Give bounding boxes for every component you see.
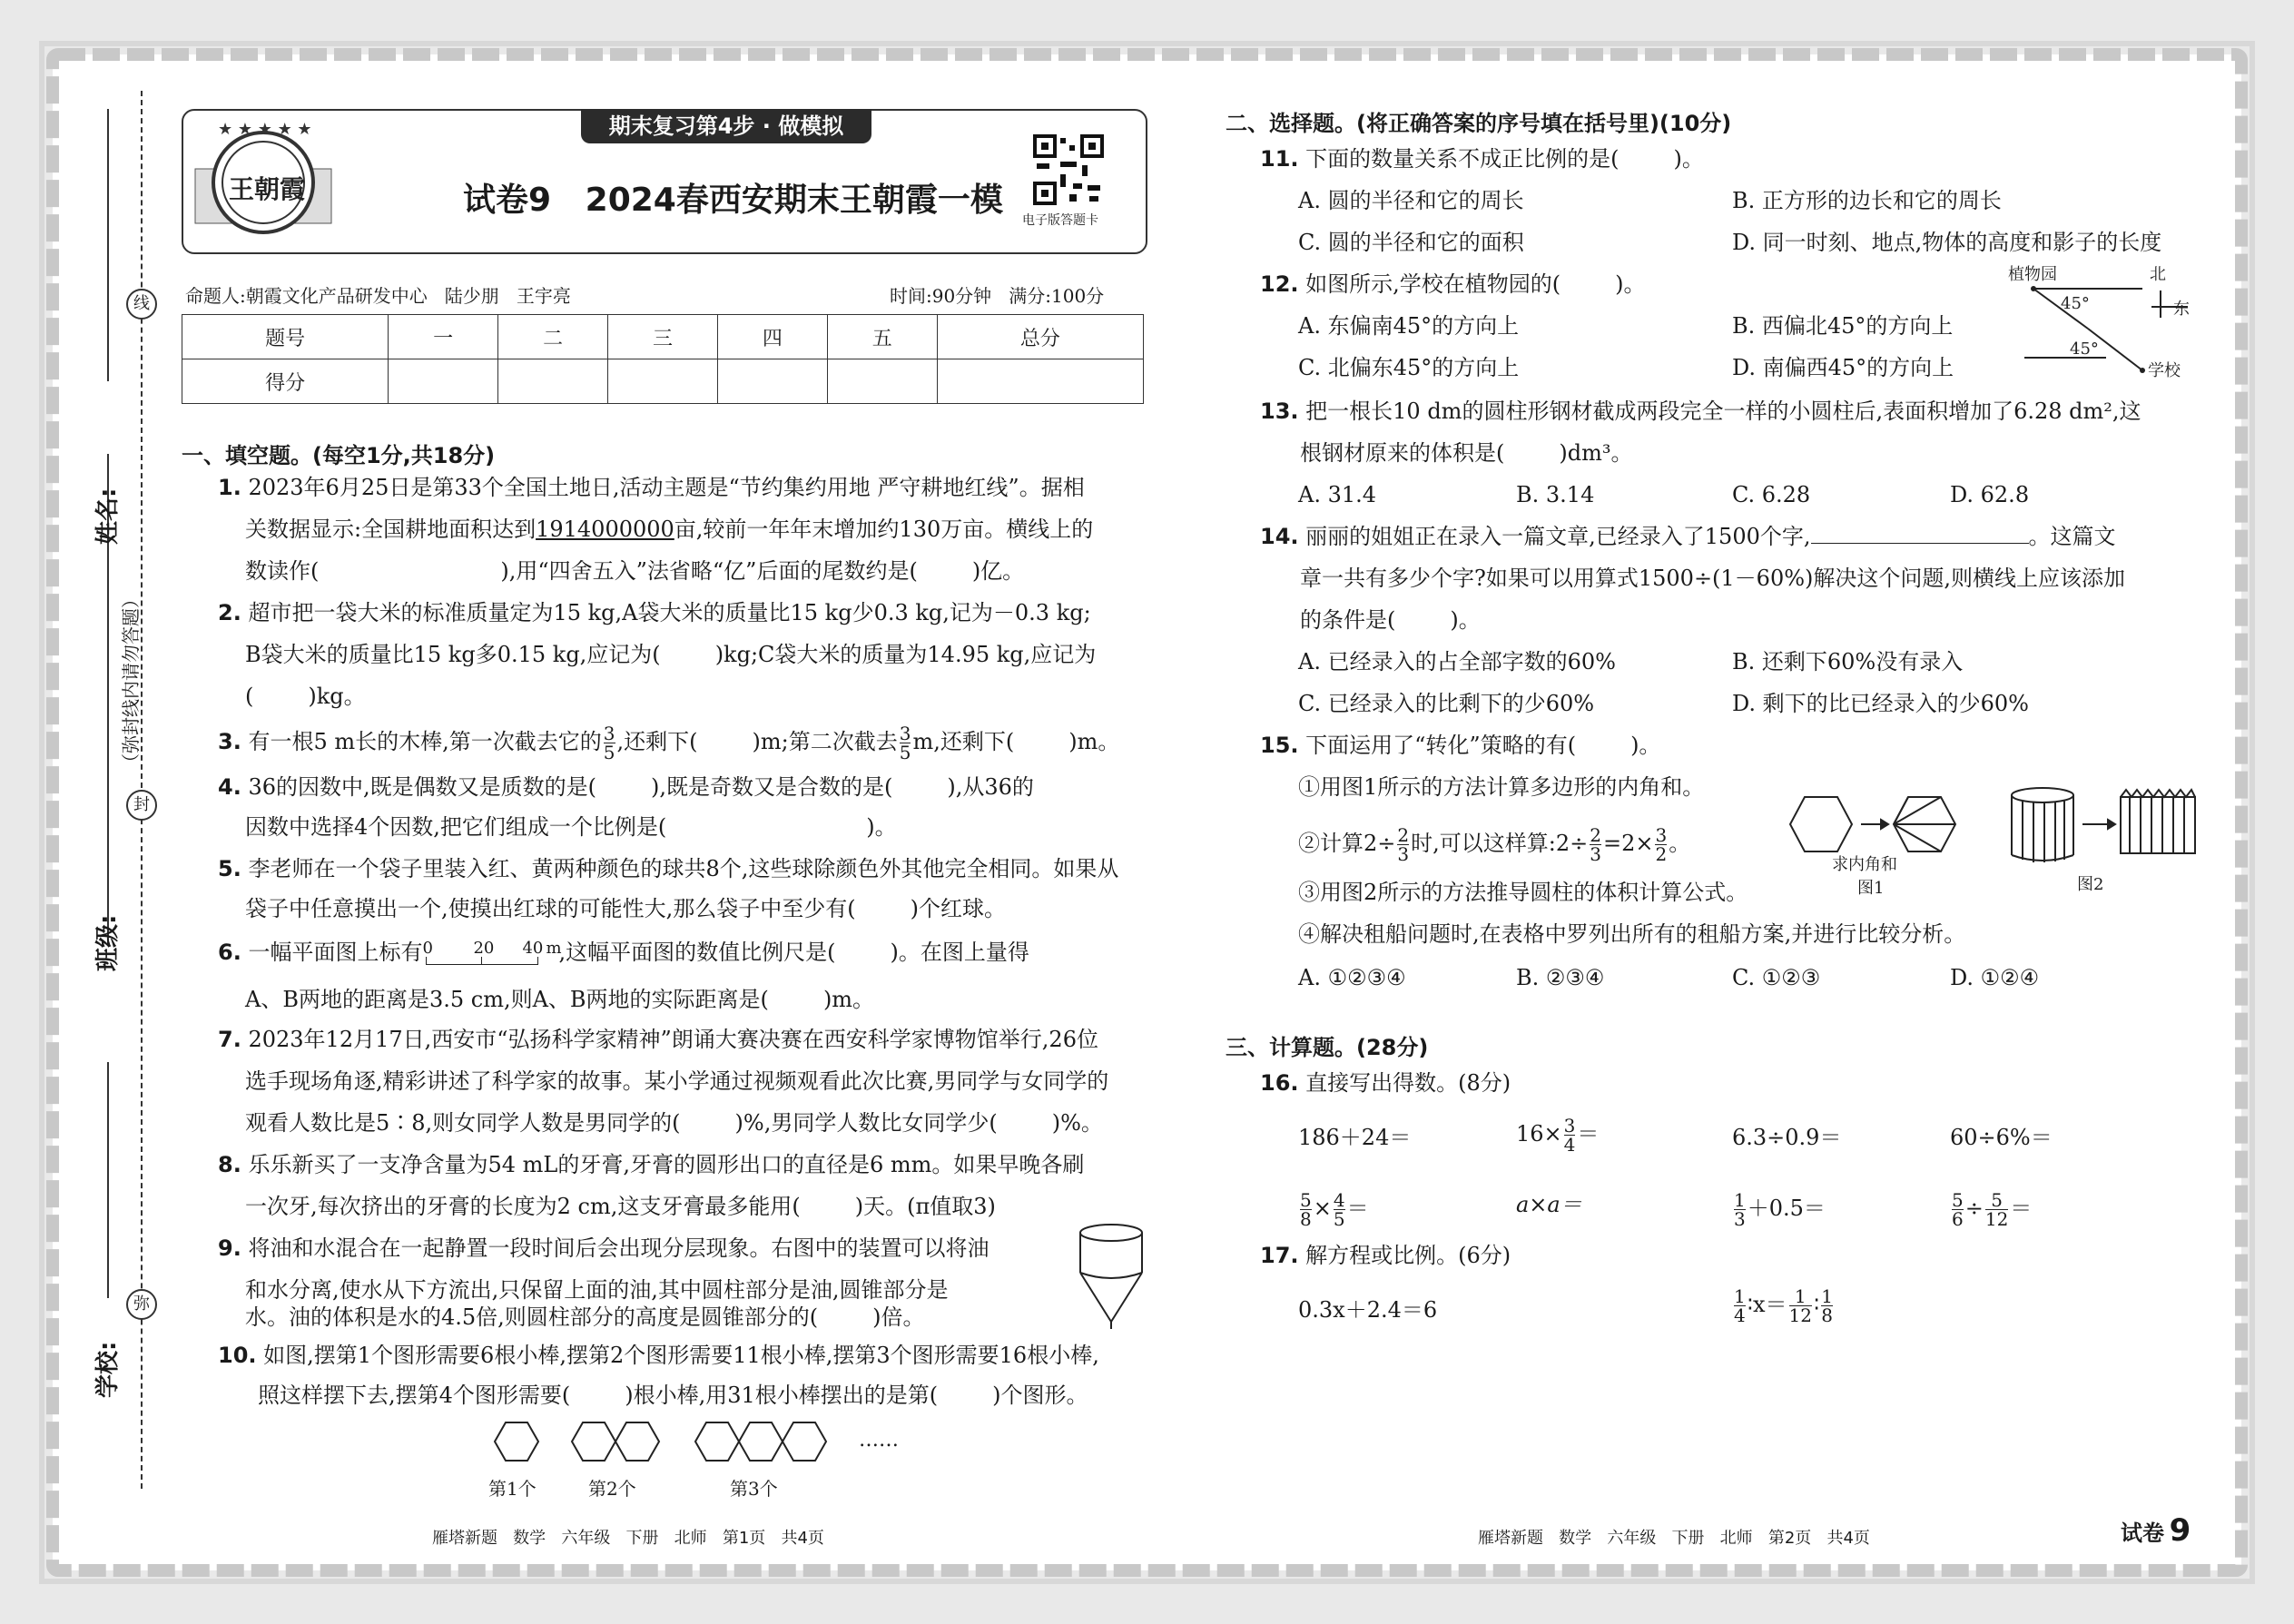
q16 [1260, 1069, 1511, 1097]
q8-text: 一次牙,每次挤出的牙膏的长度为2 cm,这支牙膏最多能用( [245, 1194, 801, 1219]
q13-num: 13. [1260, 399, 1299, 424]
q13-opt-a[interactable]: A. 31.4 [1298, 482, 1377, 507]
q6-text: )。在图上量得 [890, 940, 1029, 965]
svg-text:★ ★ ★ ★ ★: ★ ★ ★ ★ ★ [218, 120, 312, 139]
exam-time: 时间:90分钟 满分:100分 [890, 285, 1105, 307]
q14 [1260, 523, 2116, 550]
q13-opt-c[interactable]: C. 6.28 [1732, 482, 1811, 507]
q14-text: 章一共有多少个字?如果可以用算式1500÷(1－60%)解决这个问题,则横线上应该添加 [1300, 566, 2126, 591]
q7-text: 2023年12月17日,西安市“弘扬科学家精神”朗诵大赛决赛在西安科学家博物馆举行,26位 [248, 1027, 1098, 1052]
q14-text: )。 [1450, 607, 1481, 633]
score-header: 题号 [182, 315, 389, 359]
q14-line3 [1300, 606, 1481, 634]
fig-label-garden: 植物园 [2008, 265, 2057, 284]
q11 [1260, 145, 1704, 172]
scale-bar: 0 20 40 m [422, 940, 558, 968]
fraction: $\frac{1}{8}$ [1821, 1285, 1833, 1326]
q5-text: )个红球。 [910, 896, 1006, 921]
q15-item4: ④解决租船问题时,在表格中罗列出所有的租船方案,并进行比较分析。 [1298, 921, 1966, 947]
q8-line2 [245, 1193, 996, 1220]
fig-label-north: 北 [2150, 265, 2166, 284]
calc-2: 16× $\frac{3}{4}$ ＝ [1516, 1115, 1600, 1156]
q1-num: 1. [218, 475, 241, 500]
q2-text: ( [245, 684, 254, 709]
q14-text: 。这篇文 [2028, 524, 2116, 549]
q3 [218, 724, 1119, 762]
school-label: 学校: [94, 1341, 122, 1398]
q15-item2 [1298, 826, 1690, 863]
q12-num: 12. [1260, 271, 1299, 297]
calc-6: a×a＝ [1516, 1192, 1582, 1217]
section-2-title: 二、选择题。(将正确答案的序号填在括号里)(10分) [1226, 111, 1732, 136]
q17 [1260, 1242, 1511, 1269]
q4-line2 [245, 813, 897, 841]
direction-diagram [1997, 263, 2197, 381]
q7-text: )%。 [1051, 1110, 1103, 1136]
q7 [218, 1026, 1098, 1053]
q12-opt-a[interactable]: A. 东偏南45°的方向上 [1298, 313, 1520, 339]
q1-text: ),用“四舍五入”法省略“亿”后面的尾数约是( [500, 558, 918, 584]
q10-text: 如图,摆第1个图形需要6根小棒,摆第2个图形需要11根小棒,摆第3个图形需要16根小棒, [263, 1343, 1099, 1368]
q3-text: )m;第二次截去 [752, 729, 898, 754]
q10-text: )个图形。 [992, 1383, 1088, 1408]
score-cell[interactable] [498, 359, 608, 404]
q1 [218, 474, 1085, 501]
q9 [218, 1235, 989, 1262]
q3-num: 3. [218, 729, 241, 754]
q5-num: 5. [218, 856, 241, 881]
q6-text: A、B两地的距离是3.5 cm,则A、B两地的实际距离是( [245, 987, 769, 1012]
exam-author: 命题人:朝霞文化产品研发中心 陆少朋 王宇亮 [185, 285, 571, 307]
calc-5: $\frac{5}{8}$ × $\frac{4}{5}$ ＝ [1300, 1189, 1369, 1230]
fig-label-east: 东 [2173, 300, 2190, 319]
q7-text: 选手现场角逐,精彩讲述了科学家的故事。某小学通过视频观看此次比赛,男同学与女同学的 [245, 1068, 1109, 1094]
q3-text: )m。 [1068, 729, 1120, 754]
q1-text: 数读作( [245, 558, 320, 584]
q10-line2 [258, 1382, 1088, 1409]
logo-text: 王朝霞 [229, 174, 306, 204]
q6-line2 [245, 986, 874, 1013]
fig-label-3: 第3个 [730, 1478, 778, 1500]
q12-opt-d[interactable]: D. 南偏西45°的方向上 [1732, 355, 1954, 380]
section-1-title: 一、填空题。(每空1分,共18分) [182, 443, 496, 468]
q11-num: 11. [1260, 146, 1299, 172]
q15-text: 下面运用了“转化”策略的有( [1305, 733, 1577, 758]
q2-line2 [245, 641, 1096, 668]
fraction: $\frac{5}{6}$ [1952, 1189, 1964, 1230]
q4-text: 因数中选择4个因数,把它们组成一个比例是( [245, 814, 667, 840]
calc-7: $\frac{1}{3}$ ＋0.5＝ [1734, 1189, 1826, 1230]
q11-opt-c[interactable]: C. 圆的半径和它的面积 [1298, 230, 1524, 255]
fraction: $\frac{4}{5}$ [1333, 1189, 1345, 1230]
calc-8: $\frac{5}{6}$ ÷ $\frac{5}{12}$ ＝ [1952, 1189, 2033, 1230]
q14-text: 丽丽的姐姐正在录入一篇文章,已经录入了1500个字, [1305, 524, 1811, 549]
fraction: $\frac{3}{2}$ [1655, 824, 1668, 865]
score-header: 五 [827, 315, 937, 359]
name-line [107, 109, 109, 381]
q6-text: )m。 [822, 987, 875, 1012]
q15-opt-c[interactable]: C. ①②③ [1732, 965, 1821, 990]
fig-ellipsis: …… [859, 1429, 899, 1452]
q13-text: 根钢材原来的体积是( [1300, 440, 1505, 466]
q7-line3 [245, 1109, 1103, 1137]
fraction: $\frac{1}{4}$ [1734, 1285, 1746, 1326]
logo-seal [191, 114, 336, 246]
fig-label-angle-bottom: 45° [2070, 340, 2099, 359]
fraction: $\frac{3}{5}$ [603, 723, 615, 763]
fig1-caption: 求内角和 [1832, 855, 1897, 874]
q17-num: 17. [1260, 1243, 1299, 1268]
q12-text: )。 [1615, 271, 1646, 297]
q15-text: 。 [1669, 831, 1691, 856]
equation-1: 0.3x＋2.4＝6 [1298, 1297, 1438, 1323]
score-table [182, 314, 1144, 404]
q15-item1: ①用图1所示的方法计算多边形的内角和。 [1298, 774, 1705, 800]
q1-text: )亿。 [971, 558, 1025, 584]
q2-text: B袋大米的质量比15 kg多0.15 kg,应记为( [245, 642, 661, 667]
q9-num: 9. [218, 1235, 241, 1261]
q5-text: 李老师在一个袋子里装入红、黄两种颜色的球共8个,这些球除颜色外其他完全相同。如果从 [248, 856, 1119, 881]
q11-opt-b[interactable]: B. 正方形的边长和它的周长 [1732, 188, 2002, 213]
q6-text: 一幅平面图上标有 [248, 940, 423, 965]
fraction: $\frac{1}{12}$ [1788, 1285, 1812, 1326]
q5 [218, 855, 1118, 882]
school-line [107, 1062, 109, 1298]
q11-opt-a[interactable]: A. 圆的半径和它的周长 [1298, 188, 1524, 213]
seal-seal-char: 封 [126, 790, 157, 821]
q15-text: =2× [1602, 831, 1654, 856]
seal-mi-char: 弥 [126, 1289, 157, 1320]
q4-num: 4. [218, 774, 241, 800]
q13 [1260, 398, 2141, 425]
q1-line2 [245, 516, 1093, 543]
q3-text: m,还剩下( [912, 729, 1015, 754]
q14-opt-b[interactable]: B. 还剩下60%没有录入 [1732, 649, 1964, 674]
section-3-title: 三、计算题。(28分) [1226, 1035, 1429, 1060]
q13-opt-b[interactable]: B. 3.14 [1516, 482, 1595, 507]
q14-text: 的条件是( [1300, 607, 1396, 633]
q16-text: 直接写出得数。(8分) [1305, 1070, 1511, 1096]
q15-num: 15. [1260, 733, 1299, 758]
q9-text: 和水分离,使水从下方流出,只保留上面的油,其中圆柱部分是油,圆锥部分是 [245, 1277, 949, 1303]
fig-label-2: 第2个 [588, 1478, 636, 1500]
q2 [218, 599, 1091, 626]
fig2-label: 图2 [2077, 875, 2104, 894]
fraction: $\frac{1}{3}$ [1734, 1189, 1746, 1230]
score-header: 一 [389, 315, 498, 359]
q6-num: 6. [218, 940, 241, 965]
score-row-label: 得分 [182, 359, 389, 404]
q9-line3 [245, 1304, 925, 1331]
q15-opt-d[interactable]: D. ①②④ [1950, 965, 2040, 990]
q15-text: ②计算2÷ [1298, 831, 1396, 856]
q7-text: )%,男同学人数比女同学少( [734, 1110, 998, 1136]
q8 [218, 1151, 1084, 1178]
q9-text: 将油和水混合在一起静置一段时间后会出现分层现象。右图中的装置可以将油 [248, 1235, 989, 1261]
q5-text: 袋子中任意摸出一个,使摸出红球的可能性大,那么袋子中至少有( [245, 896, 856, 921]
q15 [1260, 732, 1660, 759]
footer-paper-label [2121, 1512, 2191, 1549]
q2-num: 2. [218, 600, 241, 625]
name-label: 姓名: [94, 487, 122, 545]
score-header: 三 [608, 315, 718, 359]
q16-num: 16. [1260, 1070, 1299, 1096]
score-header: 四 [717, 315, 827, 359]
fig-label-1: 第1个 [488, 1478, 537, 1500]
q2-text: )kg;C袋大米的质量为14.95 kg,应记为 [714, 642, 1097, 667]
q8-num: 8. [218, 1152, 241, 1177]
q7-text: 观看人数比是5∶8,则女同学人数是男同学的( [245, 1110, 681, 1136]
equation-2: $\frac{1}{4}$ ∶x＝ $\frac{1}{12}$ ∶ $\frac{1}{8}$ [1734, 1285, 1833, 1326]
score-cell[interactable] [608, 359, 718, 404]
score-cell[interactable] [717, 359, 827, 404]
q8-text: )天。(π值取3) [854, 1194, 996, 1219]
seal-line-char: 线 [126, 289, 157, 320]
fraction: $\frac{5}{8}$ [1300, 1189, 1312, 1230]
q10 [218, 1342, 1099, 1369]
q10-text: 照这样摆下去,摆第4个图形需要( [258, 1383, 571, 1408]
q3-text: ,还剩下( [616, 729, 698, 754]
q15-opt-b[interactable]: B. ②③④ [1516, 965, 1605, 990]
score-cell[interactable] [389, 359, 498, 404]
fraction: $\frac{2}{3}$ [1397, 824, 1410, 865]
q13-opt-d[interactable]: D. 62.8 [1950, 482, 2030, 507]
score-header: 二 [498, 315, 608, 359]
q15-text: 时,可以这样算:2÷ [1411, 831, 1589, 856]
q3-text: 有一根5 m长的木棒,第一次截去它的 [248, 729, 602, 754]
q11-text: )。 [1673, 146, 1704, 172]
qr-code[interactable] [1033, 134, 1104, 205]
q14-line2 [1300, 565, 2125, 592]
q6 [218, 939, 1029, 968]
fig1-label: 图1 [1857, 879, 1885, 898]
q4 [218, 773, 1034, 801]
q1-text: 关数据显示:全国耕地面积达到 [245, 517, 537, 542]
q4-text: ),从36的 [947, 774, 1034, 800]
exam-title: 试卷9 2024春西安期末王朝霞一模 [463, 182, 1003, 219]
q1-text: 亩,较前一年年末增加约130万亩。横线上的 [674, 517, 1094, 542]
q17-text: 解方程或比例。(6分) [1305, 1243, 1511, 1268]
separator-funnel-figure [1075, 1222, 1147, 1331]
q1-number: 1914000000 [536, 517, 674, 542]
score-header: 总分 [937, 315, 1143, 359]
q11-text: 下面的数量关系不成正比例的是( [1305, 146, 1620, 172]
q13-text: 把一根长10 dm的圆柱形钢材截成两段完全一样的小圆柱后,表面积增加了6.28 dm²,这 [1305, 399, 2141, 424]
q1-line3 [245, 557, 1024, 585]
hexagon-pattern-figure [481, 1416, 917, 1471]
fraction: $\frac{2}{3}$ [1590, 824, 1601, 865]
calc-4: 60÷6%＝ [1950, 1125, 2053, 1150]
footer-num: 9 [2169, 1512, 2191, 1549]
fig-label-angle-top: 45° [2061, 294, 2090, 313]
q9-text: 水。油的体积是水的4.5倍,则圆柱部分的高度是圆锥部分的( [245, 1304, 819, 1330]
q2-text: 超市把一袋大米的标准质量定为15 kg,A袋大米的质量比15 kg少0.3 kg,记为－0.3 kg; [248, 600, 1091, 625]
q12-text: 如图所示,学校在植物园的( [1305, 271, 1561, 297]
calc-3: 6.3÷0.9＝ [1732, 1125, 1842, 1150]
q11-opt-d[interactable]: D. 同一时刻、地点,物体的高度和影子的长度 [1732, 230, 2162, 255]
fraction: $\frac{3}{4}$ [1563, 1115, 1576, 1156]
q7-line2 [245, 1068, 1108, 1095]
score-cell[interactable] [827, 359, 937, 404]
answer-line[interactable] [1811, 543, 2029, 544]
seal-notice: （弥封线内请勿答题） [120, 590, 142, 772]
q14-opt-c[interactable]: C. 已经录入的比剩下的少60% [1298, 691, 1595, 716]
fraction: $\frac{3}{5}$ [899, 723, 911, 763]
q14-opt-a[interactable]: A. 已经录入的占全部字数的60% [1298, 649, 1616, 674]
step-banner: 期末复习第4步 · 做模拟 [581, 109, 871, 143]
q5-line2 [245, 895, 1006, 922]
q13-line2 [1300, 439, 1632, 467]
q10-text: )根小棒,用31根小棒摆出的是第( [625, 1383, 939, 1408]
q1-text: 2023年6月25日是第33个全国土地日,活动主题是“节约集约用地 严守耕地红线”。据相 [248, 475, 1085, 500]
qr-caption: 电子版答题卡 [1022, 213, 1098, 228]
q15-item3: ③用图2所示的方法推导圆柱的体积计算公式。 [1298, 880, 1748, 905]
score-cell[interactable] [937, 359, 1143, 404]
q4-text: ),既是奇数又是合数的是( [651, 774, 893, 800]
q14-num: 14. [1260, 524, 1299, 549]
q12 [1260, 271, 1646, 298]
q6-text: ,这幅平面图的数值比例尺是( [558, 940, 836, 965]
q12-opt-c[interactable]: C. 北偏东45°的方向上 [1298, 355, 1520, 380]
q14-opt-d[interactable]: D. 剩下的比已经录入的少60% [1732, 691, 2029, 716]
q10-num: 10. [218, 1343, 257, 1368]
class-label: 班级: [94, 914, 122, 971]
q2-text: )kg。 [308, 684, 366, 709]
q2-line3 [245, 683, 366, 710]
q4-text: 36的因数中,既是偶数又是质数的是( [248, 774, 596, 800]
calc-1: 186＋24＝ [1298, 1125, 1412, 1150]
fig-label-school: 学校 [2148, 361, 2181, 380]
figure-2-cylinder [2008, 782, 2199, 870]
footer-label: 试卷 [2121, 1521, 2164, 1546]
fraction: $\frac{5}{12}$ [1984, 1189, 2009, 1230]
q15-text: )。 [1630, 733, 1661, 758]
footer-right: 雁塔新题 数学 六年级 下册 北师 第2页 共4页 [1478, 1529, 1870, 1548]
footer-left: 雁塔新题 数学 六年级 下册 北师 第1页 共4页 [432, 1529, 824, 1548]
q7-num: 7. [218, 1027, 241, 1052]
q12-opt-b[interactable]: B. 西偏北45°的方向上 [1732, 313, 1954, 339]
q9-text: )倍。 [872, 1304, 925, 1330]
q15-opt-a[interactable]: A. ①②③④ [1298, 965, 1406, 990]
q4-text: )。 [866, 814, 897, 840]
q8-text: 乐乐新买了一支净含量为54 mL的牙膏,牙膏的圆形出口的直径是6 mm。如果早晚各刷 [248, 1152, 1085, 1177]
q13-text: )dm³。 [1559, 440, 1633, 466]
q9-line2 [245, 1276, 949, 1304]
